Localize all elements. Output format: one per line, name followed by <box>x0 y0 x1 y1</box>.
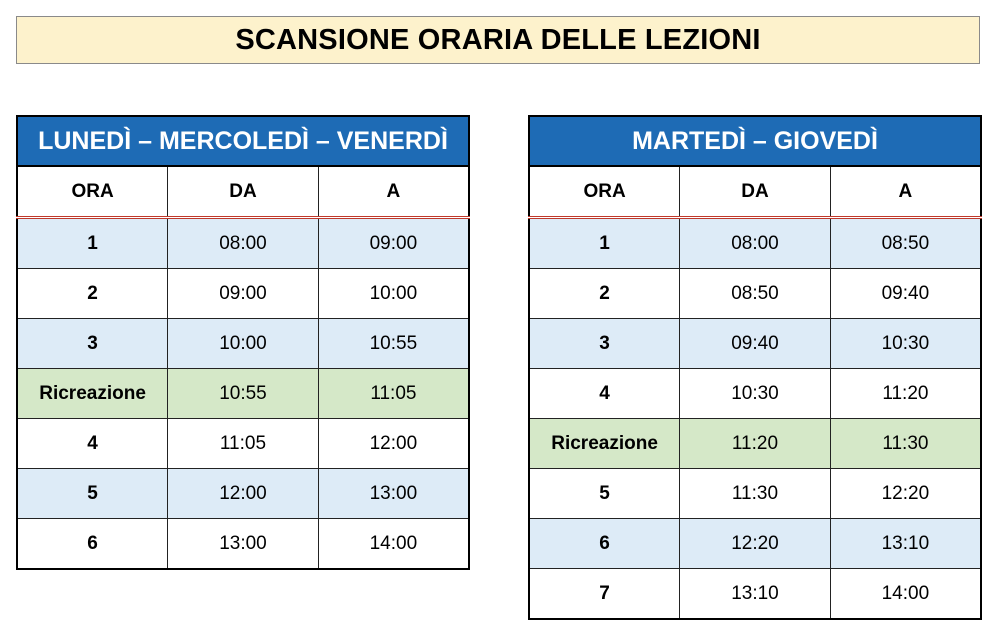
cell-da: 08:50 <box>680 269 831 319</box>
cell-a: 10:30 <box>830 319 981 369</box>
cell-da: 08:00 <box>680 218 831 269</box>
table-row <box>529 569 981 620</box>
cell-a: 13:00 <box>318 469 469 519</box>
header-a: A <box>318 166 469 218</box>
cell-da: 12:20 <box>680 519 831 569</box>
header-a: A <box>830 166 981 218</box>
cell-da: 11:30 <box>680 469 831 519</box>
cell-ora: 6 <box>17 519 168 570</box>
cell-a: 14:00 <box>318 519 469 570</box>
table-row-break <box>529 419 981 469</box>
cell-da: 08:00 <box>168 218 319 269</box>
cell-ora: 5 <box>529 469 680 519</box>
cell-ora: 1 <box>17 218 168 269</box>
cell-ora: 1 <box>529 218 680 269</box>
cell-a: 12:20 <box>830 469 981 519</box>
cell-a: 09:00 <box>318 218 469 269</box>
header-ora: ORA <box>529 166 680 218</box>
table-row <box>17 218 469 269</box>
cell-da: 10:55 <box>168 369 319 419</box>
table-row <box>529 369 981 419</box>
cell-da: 11:05 <box>168 419 319 469</box>
cell-ora: 3 <box>17 319 168 369</box>
timetable-tue-thu <box>528 115 982 620</box>
cell-da: 09:00 <box>168 269 319 319</box>
cell-ora: 4 <box>529 369 680 419</box>
cell-ora: 3 <box>529 319 680 369</box>
cell-ora: 2 <box>17 269 168 319</box>
cell-a: 10:00 <box>318 269 469 319</box>
cell-da: 13:10 <box>680 569 831 620</box>
header-ora: ORA <box>17 166 168 218</box>
cell-da: 09:40 <box>680 319 831 369</box>
cell-ora: 4 <box>17 419 168 469</box>
cell-da: 12:00 <box>168 469 319 519</box>
cell-a: 13:10 <box>830 519 981 569</box>
table-row <box>529 319 981 369</box>
header-row <box>17 166 469 218</box>
cell-ora: 2 <box>529 269 680 319</box>
cell-a: 12:00 <box>318 419 469 469</box>
page-title: SCANSIONE ORARIA DELLE LEZIONI <box>16 16 980 64</box>
cell-da: 10:30 <box>680 369 831 419</box>
table-title: LUNEDÌ – MERCOLEDÌ – VENERDÌ <box>17 116 469 166</box>
cell-a: 11:30 <box>830 419 981 469</box>
header-row <box>529 166 981 218</box>
cell-a: 14:00 <box>830 569 981 620</box>
table-row <box>529 218 981 269</box>
header-da: DA <box>680 166 831 218</box>
cell-a: 11:05 <box>318 369 469 419</box>
cell-a: 11:20 <box>830 369 981 419</box>
table-row <box>17 419 469 469</box>
table-row <box>17 319 469 369</box>
table-row <box>529 519 981 569</box>
cell-a: 08:50 <box>830 218 981 269</box>
cell-da: 13:00 <box>168 519 319 570</box>
cell-da: 10:00 <box>168 319 319 369</box>
table-row <box>529 269 981 319</box>
cell-a: 09:40 <box>830 269 981 319</box>
cell-da: 11:20 <box>680 419 831 469</box>
table-row <box>529 469 981 519</box>
table-row <box>17 269 469 319</box>
table-title: MARTEDÌ – GIOVEDÌ <box>529 116 981 166</box>
cell-ora: Ricreazione <box>529 419 680 469</box>
table-row <box>17 469 469 519</box>
header-da: DA <box>168 166 319 218</box>
table-row <box>17 519 469 570</box>
cell-ora: 5 <box>17 469 168 519</box>
cell-ora: 7 <box>529 569 680 620</box>
cell-ora: 6 <box>529 519 680 569</box>
timetable-mon-wed-fri <box>16 115 470 570</box>
table-row-break <box>17 369 469 419</box>
cell-ora: Ricreazione <box>17 369 168 419</box>
cell-a: 10:55 <box>318 319 469 369</box>
